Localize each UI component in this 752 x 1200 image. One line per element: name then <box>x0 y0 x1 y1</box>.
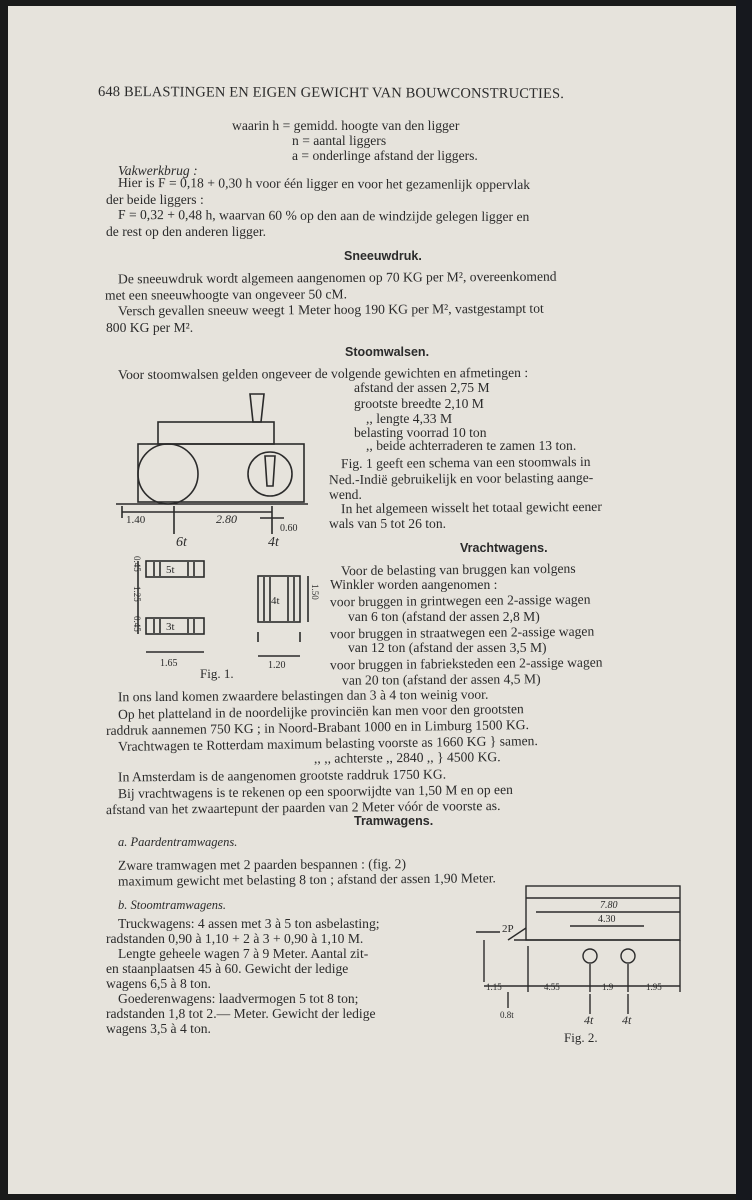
dim-1-9: 1.9 <box>602 982 614 992</box>
dim-0-60: 0.60 <box>280 523 298 534</box>
tram-b-line: Truckwagens: 4 assen met 3 à 5 ton asbelasting; <box>118 916 380 931</box>
running-title: BELASTINGEN EN EIGEN GEWICHT VAN BOUWCONSTRUCTIES. <box>123 84 565 103</box>
vracht-line: van 6 ton (afstand der assen 2,8 M) <box>348 609 540 624</box>
tram-a-line: maximum gewicht met belasting 8 ton ; afstand der assen 1,90 Meter. <box>117 870 496 889</box>
stoom-line: ,, beide achterraderen te zamen 13 ton. <box>366 438 577 453</box>
vracht-line: In Amsterdam is de aangenomen grootste raddruk 1750 KG. <box>117 766 447 785</box>
figure-2-horse-tram <box>474 882 694 1032</box>
sneeuw-line: met een sneeuwhoogte van ongeveer 50 cM. <box>104 286 348 303</box>
dim-1-50: 1.50 <box>310 584 320 600</box>
load-front-6t: 6t <box>176 535 187 550</box>
load-horse-0-8t: 0.8t <box>500 1010 514 1020</box>
stoom-line: afstand der assen 2,75 M <box>354 380 490 395</box>
dim-0-45a: 0.45 <box>132 556 142 572</box>
stoom-line: wend. <box>329 487 362 502</box>
stoom-line: belasting voorrad 10 ton <box>354 425 487 440</box>
sneeuw-line: Versch gevallen sneeuw weegt 1 Meter hoog 190 KG per M², vastgestampt tot <box>117 300 544 319</box>
sneeuw-line: 800 KG per M². <box>106 320 194 335</box>
vracht-line: voor bruggen in straatwegen een 2-assige wagen <box>329 623 595 642</box>
dim-1-40: 1.40 <box>126 514 146 526</box>
load-rear-4t: 4t <box>268 535 279 550</box>
tram-b-line: Lengte geheele wagen 7 à 9 Meter. Aantal zit- <box>118 946 369 961</box>
vracht-line: ,, ,, achterste ,, 2840 ,, } 4500 KG. <box>313 749 501 766</box>
tram-b-line: wagens 6,5 à 8 ton. <box>106 976 211 991</box>
dim-1-25: 1.25 <box>132 586 142 602</box>
heading-vrachtwagens: Vrachtwagens. <box>460 541 548 555</box>
tram-body <box>476 886 680 1014</box>
heading-tramwagens: Tramwagens. <box>354 814 434 828</box>
dim-4-30: 4.30 <box>598 914 616 925</box>
vracht-line: Winkler worden aangenomen : <box>330 577 498 592</box>
vracht-line: In ons land komen zwaardere belastingen dan 3 à 4 ton weinig voor. <box>117 686 489 705</box>
dim-1-65: 1.65 <box>160 658 178 669</box>
vracht-line: voor bruggen in fabrieksteden een 2-assige wagen <box>329 654 603 673</box>
tram-b-line: radstanden 1,8 tot 2.— Meter. Gewicht der ledige <box>106 1006 376 1021</box>
tram-b-line: wagens 3,5 à 4 ton. <box>106 1021 211 1036</box>
stoom-line: wals van 5 tot 26 ton. <box>329 516 447 531</box>
load-axle-2: 4t <box>622 1013 632 1027</box>
page-number: 648 <box>97 83 121 101</box>
figure-1-caption: Fig. 1. <box>200 666 234 681</box>
wheel-label-3t: 3t <box>166 621 175 633</box>
heading-sneeuwdruk: Sneeuwdruk. <box>344 249 422 263</box>
tram-a-line: Zware tramwagen met 2 paarden bespannen : (fig. 2) <box>117 856 407 873</box>
figure-1-steamroller <box>108 386 408 671</box>
vakwerk-line: der beide liggers : <box>106 192 204 207</box>
stoom-line: ,, lengte 4,33 M <box>366 411 453 426</box>
legend-line: waarin h = gemidd. hoogte van den ligger <box>232 118 460 133</box>
vracht-line: voor bruggen in grintwegen een 2-assige wagen <box>329 591 591 610</box>
stoom-line: Voor stoomwalsen gelden ongeveer de volgende gewichten en afmetingen : <box>117 364 529 383</box>
vakwerk-line: Hier is F = 0,18 + 0,30 h voor één ligger en voor het gezamenlijk oppervlak <box>117 174 531 193</box>
legend-line: n = aantal liggers <box>292 133 387 148</box>
tram-b-line: en staanplaatsen 45 à 60. Gewicht der ledige <box>106 961 349 976</box>
vracht-line: Op het platteland in de noordelijke provinciën kan men voor den grootsten <box>117 701 524 722</box>
label-2p: 2P <box>502 923 514 935</box>
vracht-line: Bij vrachtwagens is te rekenen op een spoorwijdte van 1,50 M en op een <box>117 781 513 802</box>
stoom-line: Ned.-Indië gebruikelijk en voor belasting aange- <box>328 469 594 488</box>
vracht-line: van 20 ton (afstand der assen 4,5 M) <box>341 671 541 688</box>
vracht-line: Voor de belasting van bruggen kan volgens <box>340 560 576 579</box>
sneeuw-line: De sneeuwdruk wordt algemeen aangenomen op 70 KG per M², overeenkomend <box>117 268 557 287</box>
vracht-line: van 12 ton (afstand der assen 3,5 M) <box>348 640 547 655</box>
dim-1-20: 1.20 <box>268 660 286 671</box>
dim-1-15: 1.15 <box>486 982 502 992</box>
vakwerk-line: de rest op den anderen ligger. <box>106 224 267 239</box>
stoom-line: Fig. 1 geeft een schema van een stoomwals in <box>340 453 591 472</box>
figure-2-caption: Fig. 2. <box>564 1030 598 1045</box>
steamroller-rear-roller-plan <box>258 576 308 656</box>
tram-b-line: Goederenwagens: laadvermogen 5 tot 8 ton; <box>118 991 359 1006</box>
vakwerk-line: F = 0,32 + 0,48 h, waarvan 60 % op den aan de windzijde gelegen ligger en <box>117 206 530 225</box>
steamroller-side-view <box>116 394 308 534</box>
stoom-line: In het algemeen wisselt het totaal gewicht eener <box>340 498 602 517</box>
tram-b-title: b. Stoomtramwagens. <box>118 898 226 912</box>
tram-b-line: radstanden 0,90 à 1,10 + 2 à 3 + 0,90 à 1,10 M. <box>106 931 364 946</box>
book-page <box>8 6 736 1194</box>
heading-stoomwalsen: Stoomwalsen. <box>345 345 430 359</box>
load-axle-1: 4t <box>584 1013 594 1027</box>
tram-a-title: a. Paardentramwagens. <box>118 835 238 849</box>
vracht-line: Vrachtwagen te Rotterdam maximum belasting voorste as 1660 KG } samen. <box>117 733 538 754</box>
vakwerk-heading: Vakwerkbrug : <box>118 163 198 178</box>
dim-7-80: 7.80 <box>600 900 618 911</box>
book-spine <box>736 0 752 1200</box>
vracht-line: afstand van het zwaartepunt der paarden van 2 Meter vóór de voorste as. <box>105 797 501 818</box>
dim-0-45b: 0.45 <box>132 616 142 632</box>
stoom-line: grootste breedte 2,10 M <box>354 396 484 411</box>
dim-1-95: 1.95 <box>646 982 662 992</box>
legend-line: a = onderlinge afstand der liggers. <box>292 148 478 163</box>
page-header <box>98 84 564 102</box>
vracht-line: raddruk aannemen 750 KG ; in Noord-Brabant 1000 en in Limburg 1500 KG. <box>105 717 530 738</box>
wheel-label-5t: 5t <box>166 564 175 576</box>
dim-2-80: 2.80 <box>216 512 237 526</box>
wheel-label-4t: 4t <box>271 595 280 607</box>
dim-4-55: 4.55 <box>544 982 560 992</box>
